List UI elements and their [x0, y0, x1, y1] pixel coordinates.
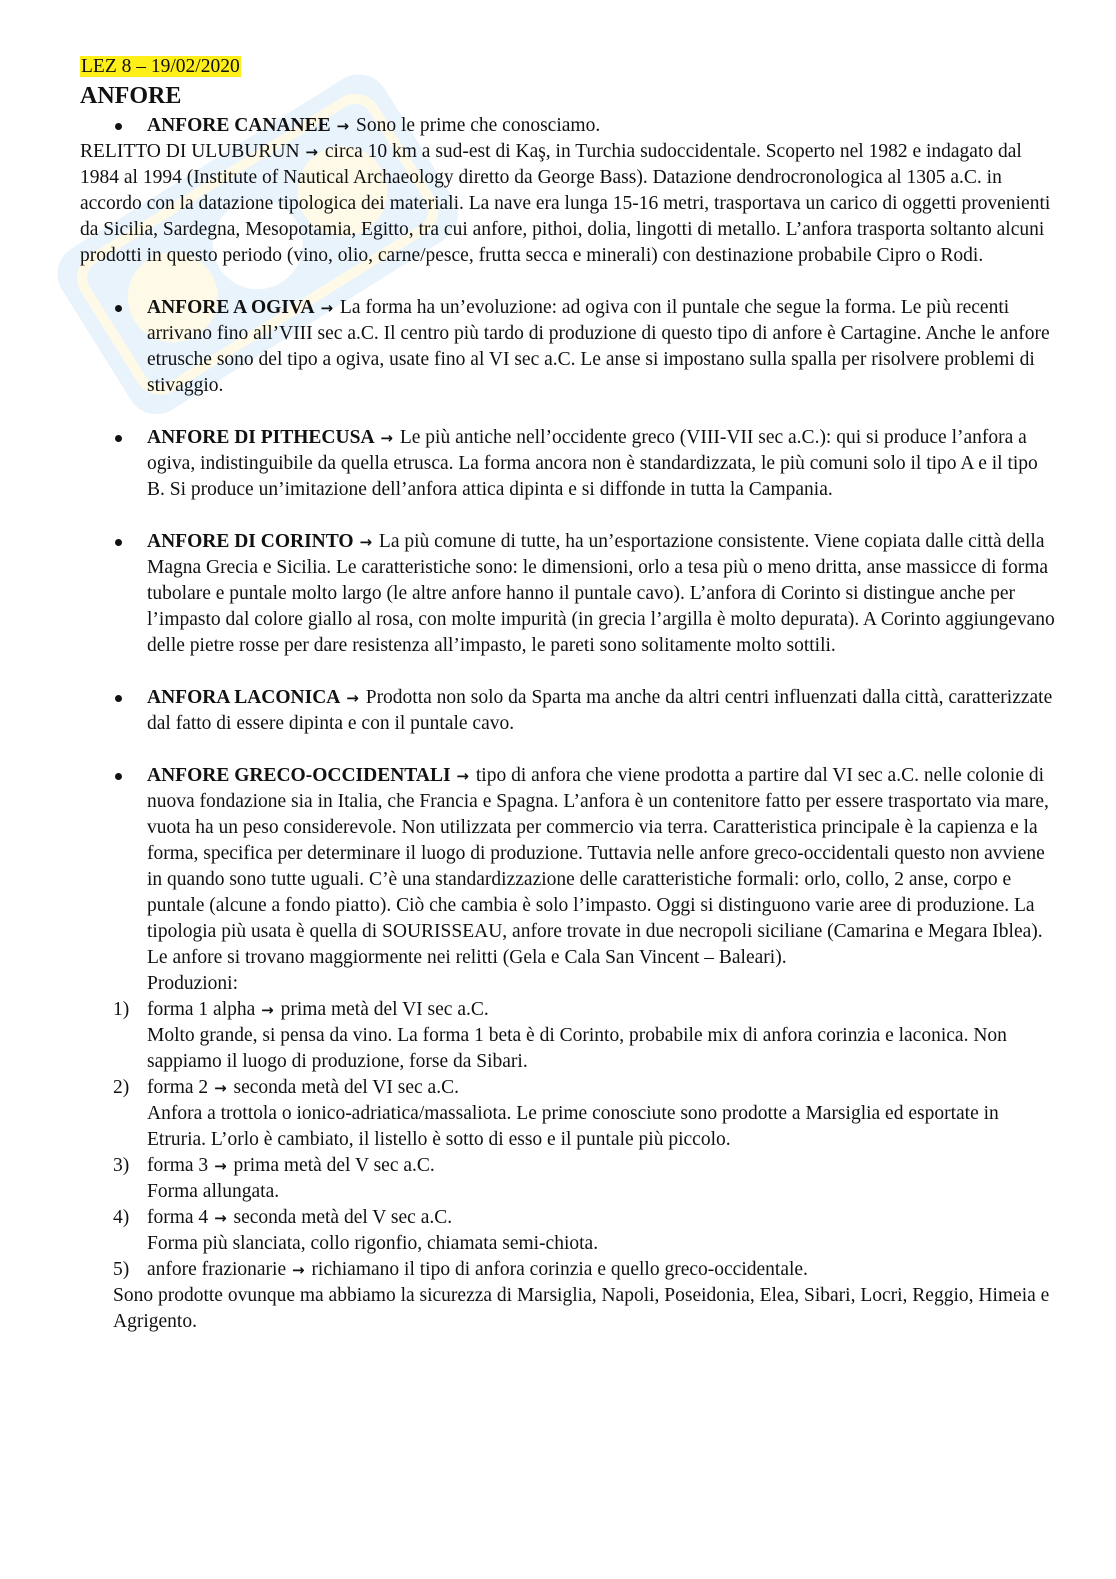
section-text: Sono le prime che conosciamo. — [355, 115, 601, 136]
list-number: 3) — [113, 1155, 130, 1176]
arrow-right-icon: → — [346, 689, 359, 707]
list-item — [80, 1153, 1055, 1179]
form-name: anfore frazionarie — [147, 1259, 287, 1280]
relitto-paragraph — [80, 139, 1055, 269]
list-number: 4) — [113, 1207, 130, 1228]
arrow-right-icon: → — [214, 1209, 227, 1227]
list-number: 2) — [113, 1077, 130, 1098]
section-pithecusa — [80, 425, 1055, 503]
arrow-right-icon: → — [261, 1001, 274, 1019]
form-date: seconda metà del V sec a.C. — [233, 1207, 453, 1228]
form-name: forma 3 — [147, 1155, 209, 1176]
list-item — [80, 1075, 1055, 1101]
closing-paragraph: Sono prodotte ovunque ma abbiamo la sicurezza di Marsiglia, Napoli, Poseidonia, Elea, Sibari, Locri, Reggio, Himeia e Agrigento. — [113, 1285, 1050, 1332]
produzioni-label: Produzioni: — [147, 973, 238, 994]
section-heading: ANFORE DI CORINTO — [147, 531, 354, 552]
list-number: 5) — [113, 1259, 130, 1280]
arrow-right-icon: → — [320, 299, 334, 317]
relitto-label: RELITTO DI ULUBURUN — [80, 141, 300, 162]
section-ogiva — [80, 295, 1055, 399]
section-laconica — [80, 685, 1055, 737]
form-name: forma 4 — [147, 1207, 209, 1228]
arrow-right-icon: → — [359, 533, 373, 551]
form-date: prima metà del V sec a.C. — [233, 1155, 435, 1176]
section-heading: ANFORE A OGIVA — [147, 297, 315, 318]
page-title: ANFORE — [80, 83, 182, 109]
section-corinto — [80, 529, 1055, 659]
form-date: prima metà del VI sec a.C. — [280, 999, 489, 1020]
arrow-right-icon: → — [305, 143, 318, 161]
section-text: La forma ha un’evoluzione: ad ogiva con il puntale che segue la forma. Le più recenti arrivano fino all’VIII sec a.C. Il centro più tardo di produzione di questo tipo di anfore è Cartagine. Anche le anfore etrusche sono del tipo a ogiva, usate fino al VI sec a.C. Le anse si impostano sulla spalla per risolvere problemi di stivaggio. — [147, 297, 1050, 396]
form-description: Molto grande, si pensa da vino. La forma 1 beta è di Corinto, probabile mix di anfora corinzia e laconica. Non sappiamo il luogo di produzione, forse da Sibari. — [147, 1025, 1007, 1072]
arrow-right-icon: → — [291, 1261, 305, 1279]
list-item — [80, 1257, 1055, 1283]
arrow-right-icon: → — [380, 429, 393, 447]
list-item — [80, 1205, 1055, 1231]
lecture-header — [80, 54, 1055, 81]
section-text: tipo di anfora che viene prodotta a partire dal VI sec a.C. nelle colonie di nuova fondazione sia in Italia, che Francia e Spagna. L’anfora è un contenitore fatto per essere trasportato via mare, vuota ha un peso considerevole. Non utilizzata per commercio via terra. Caratteristica principale è la capienza e la forma, specifica per determinare il luogo di produzione. Tuttavia nelle anfore greco-occidentali questo non avviene in quando sono tutte uguali. C’è una standardizzazione delle caratteristiche formali: orlo, collo, 2 anse, corpo e puntale (alcune a fondo piatto). Ciò che cambia è solo l’impasto. Oggi si distinguono varie aree di produzione. La tipologia più usata è quella di SOURISSEAU, anfore trovate in due necropoli siciliane (Camarina e Megara Iblea). Le anfore si trovano maggiormente nei relitti (Gela e Cala San Vincent – Baleari). — [147, 765, 1049, 968]
form-description: Forma allungata. — [147, 1181, 280, 1202]
section-heading: ANFORE GRECO-OCCIDENTALI — [147, 765, 451, 786]
arrow-right-icon: → — [336, 117, 350, 135]
section-heading: ANFORE DI PITHECUSA — [147, 427, 375, 448]
section-heading: ANFORA LACONICA — [147, 687, 341, 708]
section-greco-occidentali — [80, 763, 1055, 971]
section-text: La più comune di tutte, ha un’esportazione consistente. Viene copiata dalle città della Magna Grecia e Sicilia. Le caratteristiche sono: le dimensioni, orlo a tesa più o meno dritta, anse massicce di forma tubolare e puntale molto largo (le altre anfore hanno il puntale cavo). L’anfora di Corinto si distingue anche per l’impasto dal colore giallo al rosa, con molte impurità (in grecia l’argilla è molto depurata). A Corinto aggiungevano delle pietre rosse per dare resistenza all’impasto, le pareti sono solitamente molto sottili. — [147, 531, 1055, 656]
lecture-date-highlight: LEZ 8 – 19/02/2020 — [81, 56, 240, 77]
section-text: Prodotta non solo da Sparta ma anche da altri centri influenzati dalla città, caratterizzate dal fatto di essere dipinta e con il puntale cavo. — [147, 687, 1053, 734]
list-number: 1) — [113, 999, 130, 1020]
document-page — [80, 54, 1055, 1335]
form-description: Forma più slanciata, collo rigonfio, chiamata semi-chiota. — [147, 1233, 599, 1254]
arrow-right-icon: → — [214, 1079, 227, 1097]
form-description: Anfora a trottola o ionico-adriatica/massaliota. Le prime conosciute sono prodotte a Marsiglia ed esportate in Etruria. L’orlo è cambiato, il listello è sotto di esso e il puntale più piccolo. — [147, 1103, 999, 1150]
relitto-text: circa 10 km a sud-est di Kaş, in Turchia sudoccidentale. Scoperto nel 1982 e indagato dal 1984 al 1994 (Institute of Nautical Archaeology diretto da George Bass). Datazione dendrocronologica al 1305 a.C. in accordo con la datazione tipologica dei materiali. La nave era lunga 15-16 metri, trasportava un carico di oggetti provenienti da Sicilia, Sardegna, Mesopotamia, Egitto, tra cui anfore, pithoi, dolia, lingotti di metallo. L’anfora trasporta soltanto alcuni prodotti in questo periodo (vino, olio, carne/pesce, frutta secca e minerali) con destinazione probabile Cipro o Rodi. — [80, 141, 1051, 266]
arrow-right-icon: → — [456, 767, 469, 785]
section-cananee — [80, 113, 1055, 139]
form-date: richiamano il tipo di anfora corinzia e quello greco-occidentale. — [311, 1259, 808, 1280]
form-name: forma 2 — [147, 1077, 209, 1098]
section-text: Le più antiche nell’occidente greco (VIII-VII sec a.C.): qui si produce l’anfora a ogiva, indistinguibile da quella etrusca. La forma ancora non è standardizzata, le più comuni solo il tipo A e il tipo B. Si produce un’imitazione dell’anfora attica dipinta e si diffonde in tutta la Campania. — [147, 427, 1038, 500]
list-item — [80, 997, 1055, 1023]
form-name: forma 1 alpha — [147, 999, 256, 1020]
form-date: seconda metà del VI sec a.C. — [233, 1077, 459, 1098]
arrow-right-icon: → — [214, 1157, 227, 1175]
section-heading: ANFORE CANANEE — [147, 115, 331, 136]
